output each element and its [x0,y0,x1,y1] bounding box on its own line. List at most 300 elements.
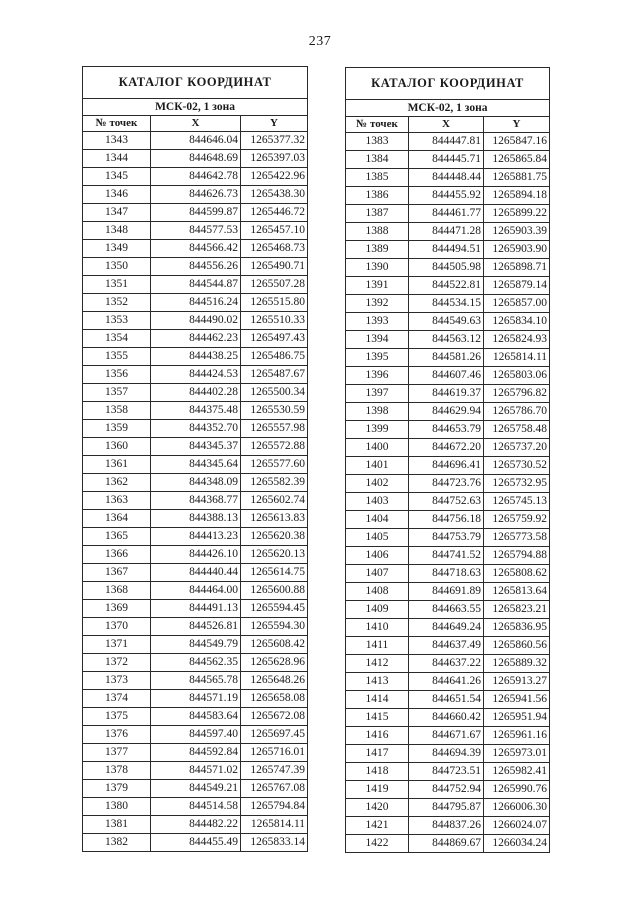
table-row [346,511,550,529]
table-row [346,259,550,277]
y-coordinate-cell: 1265500.34 [241,384,308,402]
point-number-cell: 1403 [346,493,409,511]
point-number-cell: 1354 [83,330,151,348]
y-coordinate-cell: 1265836.95 [484,619,550,637]
y-coordinate-cell: 1265823.21 [484,601,550,619]
table-row [83,240,308,258]
y-coordinate-cell: 1265758.48 [484,421,550,439]
x-coordinate-cell: 844455.49 [151,834,241,852]
point-number-cell: 1407 [346,565,409,583]
x-coordinate-cell: 844648.69 [151,150,241,168]
y-coordinate-cell: 1265903.90 [484,241,550,259]
y-coordinate-cell: 1265973.01 [484,745,550,763]
point-number-cell: 1351 [83,276,151,294]
x-coordinate-cell: 844694.39 [409,745,484,763]
x-coordinate-cell: 844653.79 [409,421,484,439]
y-coordinate-cell: 1265716.01 [241,744,308,762]
table-row [83,816,308,834]
point-number-cell: 1389 [346,241,409,259]
table-row [346,205,550,223]
x-coordinate-cell: 844348.09 [151,474,241,492]
x-coordinate-cell: 844368.77 [151,492,241,510]
x-coordinate-cell: 844663.55 [409,601,484,619]
y-coordinate-cell: 1265879.14 [484,277,550,295]
point-number-cell: 1417 [346,745,409,763]
point-number-cell: 1358 [83,402,151,420]
y-coordinate-cell: 1265446.72 [241,204,308,222]
y-coordinate-cell: 1265582.39 [241,474,308,492]
x-coordinate-cell: 844440.44 [151,564,241,582]
x-coordinate-cell: 844583.64 [151,708,241,726]
point-number-cell: 1346 [83,186,151,204]
column-header-y: Y [241,116,308,132]
table-row [346,493,550,511]
y-coordinate-cell: 1265577.60 [241,456,308,474]
table-row [346,403,550,421]
table-row [346,619,550,637]
point-number-cell: 1406 [346,547,409,565]
x-coordinate-cell: 844455.92 [409,187,484,205]
table-row [83,654,308,672]
point-number-cell: 1398 [346,403,409,421]
y-coordinate-cell: 1265860.56 [484,637,550,655]
table-row [83,294,308,312]
point-number-cell: 1401 [346,457,409,475]
x-coordinate-cell: 844837.26 [409,817,484,835]
point-number-cell: 1409 [346,601,409,619]
table-row [83,618,308,636]
point-number-cell: 1397 [346,385,409,403]
table-row [83,222,308,240]
x-coordinate-cell: 844345.64 [151,456,241,474]
table-row [83,690,308,708]
point-number-cell: 1394 [346,331,409,349]
table-row [83,420,308,438]
table-row [346,277,550,295]
table-row [346,799,550,817]
point-number-cell: 1359 [83,420,151,438]
point-number-cell: 1355 [83,348,151,366]
column-header-x: X [151,116,241,132]
x-coordinate-cell: 844471.28 [409,223,484,241]
table-row [346,385,550,403]
x-coordinate-cell: 844619.37 [409,385,484,403]
x-coordinate-cell: 844447.81 [409,133,484,151]
x-coordinate-cell: 844691.89 [409,583,484,601]
y-coordinate-cell: 1265487.67 [241,366,308,384]
table-body [83,132,308,852]
table-row [83,528,308,546]
x-coordinate-cell: 844642.78 [151,168,241,186]
x-coordinate-cell: 844461.77 [409,205,484,223]
table-row [83,474,308,492]
y-coordinate-cell: 1265747.39 [241,762,308,780]
y-coordinate-cell: 1265898.71 [484,259,550,277]
catalog-title: КАТАЛОГ КООРДИНАТ [83,67,308,99]
table-row [346,673,550,691]
point-number-cell: 1357 [83,384,151,402]
table-body [346,133,550,853]
y-coordinate-cell: 1265881.75 [484,169,550,187]
table-row [83,762,308,780]
point-number-cell: 1420 [346,799,409,817]
table-row [346,709,550,727]
point-number-cell: 1361 [83,456,151,474]
y-coordinate-cell: 1265794.88 [484,547,550,565]
y-coordinate-cell: 1265672.08 [241,708,308,726]
y-coordinate-cell: 1265438.30 [241,186,308,204]
point-number-cell: 1345 [83,168,151,186]
x-coordinate-cell: 844571.19 [151,690,241,708]
point-number-cell: 1377 [83,744,151,762]
y-coordinate-cell: 1265847.16 [484,133,550,151]
point-number-cell: 1385 [346,169,409,187]
y-coordinate-cell: 1265834.10 [484,313,550,331]
y-coordinate-cell: 1265814.11 [241,816,308,834]
y-coordinate-cell: 1265745.13 [484,493,550,511]
table-row [346,475,550,493]
y-coordinate-cell: 1265697.45 [241,726,308,744]
x-coordinate-cell: 844556.26 [151,258,241,276]
x-coordinate-cell: 844671.67 [409,727,484,745]
point-number-cell: 1383 [346,133,409,151]
column-header-point-number: № точек [346,117,409,133]
point-number-cell: 1367 [83,564,151,582]
table-row [346,421,550,439]
x-coordinate-cell: 844741.52 [409,547,484,565]
table-row [83,384,308,402]
y-coordinate-cell: 1265613.83 [241,510,308,528]
table-row [83,834,308,852]
y-coordinate-cell: 1265468.73 [241,240,308,258]
point-number-cell: 1402 [346,475,409,493]
point-number-cell: 1356 [83,366,151,384]
table-row [346,223,550,241]
x-coordinate-cell: 844592.84 [151,744,241,762]
point-number-cell: 1382 [83,834,151,852]
x-coordinate-cell: 844375.48 [151,402,241,420]
point-number-cell: 1404 [346,511,409,529]
x-coordinate-cell: 844388.13 [151,510,241,528]
point-number-cell: 1395 [346,349,409,367]
y-coordinate-cell: 1265865.84 [484,151,550,169]
table-row [346,169,550,187]
point-number-cell: 1378 [83,762,151,780]
y-coordinate-cell: 1265814.11 [484,349,550,367]
x-coordinate-cell: 844718.63 [409,565,484,583]
table-row [83,564,308,582]
column-header-point-number: № точек [83,116,151,132]
x-coordinate-cell: 844345.37 [151,438,241,456]
y-coordinate-cell: 1265759.92 [484,511,550,529]
point-number-cell: 1419 [346,781,409,799]
table-row [346,187,550,205]
y-coordinate-cell: 1266024.07 [484,817,550,835]
x-coordinate-cell: 844672.20 [409,439,484,457]
x-coordinate-cell: 844563.12 [409,331,484,349]
y-coordinate-cell: 1265557.98 [241,420,308,438]
x-coordinate-cell: 844649.24 [409,619,484,637]
x-coordinate-cell: 844402.28 [151,384,241,402]
table-row [83,582,308,600]
y-coordinate-cell: 1265857.00 [484,295,550,313]
y-coordinate-cell: 1265737.20 [484,439,550,457]
table-row [346,241,550,259]
point-number-cell: 1413 [346,673,409,691]
x-coordinate-cell: 844565.78 [151,672,241,690]
y-coordinate-cell: 1265620.13 [241,546,308,564]
table-row [346,781,550,799]
point-number-cell: 1370 [83,618,151,636]
point-number-cell: 1368 [83,582,151,600]
point-number-cell: 1388 [346,223,409,241]
point-number-cell: 1364 [83,510,151,528]
y-coordinate-cell: 1265530.59 [241,402,308,420]
table-row [346,727,550,745]
point-number-cell: 1365 [83,528,151,546]
column-header-y: Y [484,117,550,133]
table-row [83,636,308,654]
table-row [346,349,550,367]
table-row [346,601,550,619]
y-coordinate-cell: 1265510.33 [241,312,308,330]
table-row [83,600,308,618]
y-coordinate-cell: 1265889.32 [484,655,550,673]
point-number-cell: 1366 [83,546,151,564]
point-number-cell: 1362 [83,474,151,492]
y-coordinate-cell: 1265824.93 [484,331,550,349]
table-row [83,132,308,150]
y-coordinate-cell: 1265899.22 [484,205,550,223]
x-coordinate-cell: 844626.73 [151,186,241,204]
y-coordinate-cell: 1265628.96 [241,654,308,672]
table-row [346,529,550,547]
point-number-cell: 1350 [83,258,151,276]
point-number-cell: 1384 [346,151,409,169]
y-coordinate-cell: 1265602.74 [241,492,308,510]
table-row [83,780,308,798]
y-coordinate-cell: 1265594.30 [241,618,308,636]
table-row [83,366,308,384]
x-coordinate-cell: 844581.26 [409,349,484,367]
x-coordinate-cell: 844629.94 [409,403,484,421]
point-number-cell: 1372 [83,654,151,672]
point-number-cell: 1421 [346,817,409,835]
point-number-cell: 1343 [83,132,151,150]
table-row [83,492,308,510]
x-coordinate-cell: 844646.04 [151,132,241,150]
point-number-cell: 1373 [83,672,151,690]
table-row [346,817,550,835]
y-coordinate-cell: 1265903.39 [484,223,550,241]
x-coordinate-cell: 844637.22 [409,655,484,673]
table-row [346,151,550,169]
y-coordinate-cell: 1265808.62 [484,565,550,583]
point-number-cell: 1347 [83,204,151,222]
point-number-cell: 1392 [346,295,409,313]
y-coordinate-cell: 1266006.30 [484,799,550,817]
x-coordinate-cell: 844607.46 [409,367,484,385]
x-coordinate-cell: 844566.42 [151,240,241,258]
point-number-cell: 1399 [346,421,409,439]
x-coordinate-cell: 844424.53 [151,366,241,384]
point-number-cell: 1381 [83,816,151,834]
x-coordinate-cell: 844660.42 [409,709,484,727]
point-number-cell: 1374 [83,690,151,708]
table-row [346,457,550,475]
y-coordinate-cell: 1265803.06 [484,367,550,385]
x-coordinate-cell: 844534.15 [409,295,484,313]
x-coordinate-cell: 844752.94 [409,781,484,799]
catalog-title: КАТАЛОГ КООРДИНАТ [346,68,550,100]
point-number-cell: 1393 [346,313,409,331]
table-row [346,331,550,349]
point-number-cell: 1353 [83,312,151,330]
x-coordinate-cell: 844723.76 [409,475,484,493]
y-coordinate-cell: 1265614.75 [241,564,308,582]
x-coordinate-cell: 844464.00 [151,582,241,600]
table-row [83,204,308,222]
table-row [83,708,308,726]
table-row [346,763,550,781]
point-number-cell: 1410 [346,619,409,637]
y-coordinate-cell: 1265894.18 [484,187,550,205]
point-number-cell: 1363 [83,492,151,510]
point-number-cell: 1360 [83,438,151,456]
x-coordinate-cell: 844413.23 [151,528,241,546]
point-number-cell: 1352 [83,294,151,312]
point-number-cell: 1371 [83,636,151,654]
point-number-cell: 1405 [346,529,409,547]
x-coordinate-cell: 844490.02 [151,312,241,330]
table-row [83,150,308,168]
table-row [346,133,550,151]
table-row [346,439,550,457]
x-coordinate-cell: 844549.63 [409,313,484,331]
y-coordinate-cell: 1265397.03 [241,150,308,168]
x-coordinate-cell: 844637.49 [409,637,484,655]
y-coordinate-cell: 1265990.76 [484,781,550,799]
y-coordinate-cell: 1265497.43 [241,330,308,348]
table-row [83,312,308,330]
x-coordinate-cell: 844549.21 [151,780,241,798]
table-row [83,186,308,204]
x-coordinate-cell: 844756.18 [409,511,484,529]
y-coordinate-cell: 1265486.75 [241,348,308,366]
x-coordinate-cell: 844549.79 [151,636,241,654]
table-row [346,295,550,313]
x-coordinate-cell: 844352.70 [151,420,241,438]
point-number-cell: 1380 [83,798,151,816]
y-coordinate-cell: 1265794.84 [241,798,308,816]
point-number-cell: 1348 [83,222,151,240]
y-coordinate-cell: 1265515.80 [241,294,308,312]
y-coordinate-cell: 1265422.96 [241,168,308,186]
y-coordinate-cell: 1265951.94 [484,709,550,727]
x-coordinate-cell: 844641.26 [409,673,484,691]
x-coordinate-cell: 844562.35 [151,654,241,672]
table-row [346,367,550,385]
table-row [346,745,550,763]
x-coordinate-cell: 844651.54 [409,691,484,709]
coordinate-catalog-table-left [82,66,308,852]
point-number-cell: 1375 [83,708,151,726]
y-coordinate-cell: 1265833.14 [241,834,308,852]
x-coordinate-cell: 844505.98 [409,259,484,277]
coordinate-catalog-table-right [345,67,550,853]
x-coordinate-cell: 844795.87 [409,799,484,817]
table-row [83,276,308,294]
x-coordinate-cell: 844448.44 [409,169,484,187]
table-row [83,798,308,816]
point-number-cell: 1391 [346,277,409,295]
x-coordinate-cell: 844599.87 [151,204,241,222]
point-number-cell: 1416 [346,727,409,745]
y-coordinate-cell: 1265767.08 [241,780,308,798]
point-number-cell: 1422 [346,835,409,853]
point-number-cell: 1396 [346,367,409,385]
point-number-cell: 1412 [346,655,409,673]
table-row [346,583,550,601]
table-row [83,726,308,744]
table-row [83,438,308,456]
table-row [83,456,308,474]
y-coordinate-cell: 1265648.26 [241,672,308,690]
column-header-x: X [409,117,484,133]
coordinate-system-zone: МСК-02, 1 зона [346,100,550,117]
table-row [83,546,308,564]
point-number-cell: 1379 [83,780,151,798]
y-coordinate-cell: 1265507.28 [241,276,308,294]
point-number-cell: 1415 [346,709,409,727]
x-coordinate-cell: 844438.25 [151,348,241,366]
y-coordinate-cell: 1265594.45 [241,600,308,618]
x-coordinate-cell: 844571.02 [151,762,241,780]
point-number-cell: 1414 [346,691,409,709]
x-coordinate-cell: 844491.13 [151,600,241,618]
x-coordinate-cell: 844514.58 [151,798,241,816]
table-row [346,637,550,655]
x-coordinate-cell: 844426.10 [151,546,241,564]
x-coordinate-cell: 844494.51 [409,241,484,259]
y-coordinate-cell: 1265941.56 [484,691,550,709]
table-row [346,313,550,331]
y-coordinate-cell: 1265572.88 [241,438,308,456]
table-row [83,258,308,276]
x-coordinate-cell: 844544.87 [151,276,241,294]
y-coordinate-cell: 1265490.71 [241,258,308,276]
y-coordinate-cell: 1265658.08 [241,690,308,708]
point-number-cell: 1369 [83,600,151,618]
point-number-cell: 1400 [346,439,409,457]
x-coordinate-cell: 844869.67 [409,835,484,853]
table-row [83,510,308,528]
y-coordinate-cell: 1265608.42 [241,636,308,654]
point-number-cell: 1344 [83,150,151,168]
x-coordinate-cell: 844482.22 [151,816,241,834]
x-coordinate-cell: 844752.63 [409,493,484,511]
point-number-cell: 1386 [346,187,409,205]
y-coordinate-cell: 1265730.52 [484,457,550,475]
y-coordinate-cell: 1265773.58 [484,529,550,547]
table-row [83,402,308,420]
y-coordinate-cell: 1265600.88 [241,582,308,600]
x-coordinate-cell: 844445.71 [409,151,484,169]
table-row [346,547,550,565]
y-coordinate-cell: 1266034.24 [484,835,550,853]
x-coordinate-cell: 844462.23 [151,330,241,348]
table-row [83,348,308,366]
